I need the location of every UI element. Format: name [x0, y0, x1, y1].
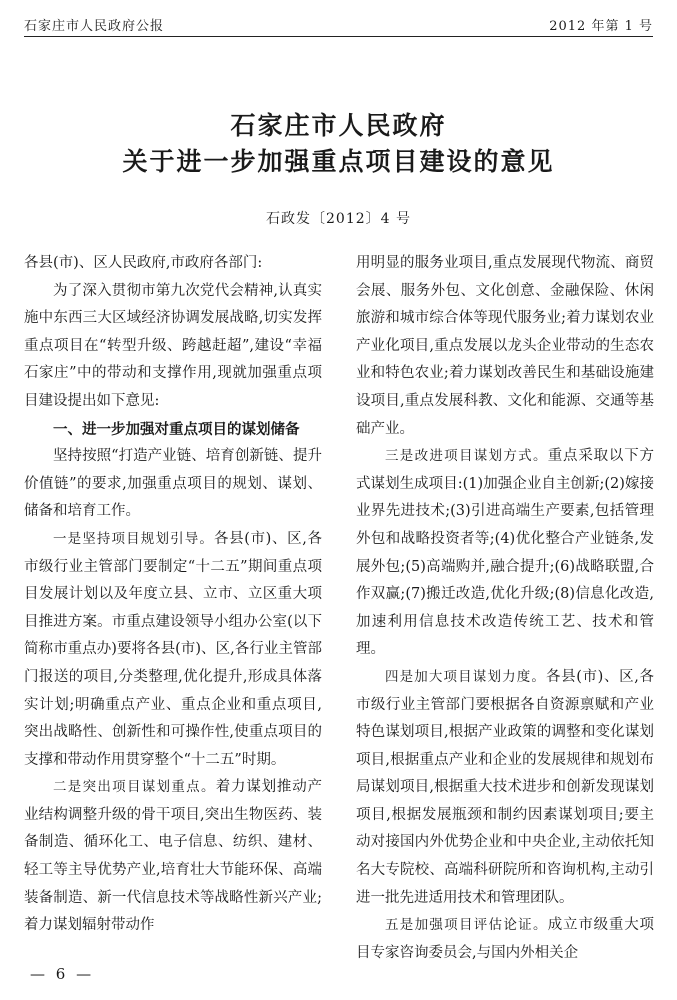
item-1-lead: 一是坚持项目规划引导。 — [53, 530, 214, 547]
running-header — [24, 6, 653, 38]
intro-paragraph: 为了深入贯彻市第九次党代会精神,认真实施中东西三大区域经济协调发展战略,切实发挥重点项目在“转型升级、跨越赶超”,建设“幸福石家庄”中的带动和支撑作用,现就加强重点项目建设提出如下意见: — [24, 282, 322, 409]
item-1-text: 各县(市)、区,各市级行业主管部门要制定“十二五”期间重点项目发展计划以及年度立县、立市、立区重大项目推进方案。市重点建设领导小组办公室(以下简称市重点办)要将各县(市)、区,各行业主管部门报送的项目,分类整理,优化提升,形成具体落实计划;明确重点产业、重点企业和重点项目,突出战略性、创新性和可操作性,使重点项目的支撑和带动作用贯穿整个“十二五”时期。 — [24, 530, 322, 768]
item-5-paragraph — [356, 912, 654, 967]
title-line-1: 石家庄市人民政府 — [230, 111, 447, 140]
item-5-text: 成立市级重大项目专家咨询委员会,与国内外相关企 — [356, 917, 655, 961]
document-title — [0, 108, 677, 180]
item-4-lead: 四是加大项目谋划力度。 — [385, 668, 546, 685]
item-3-paragraph — [356, 443, 654, 664]
page-number: — 6 — — [30, 965, 95, 983]
right-column — [356, 250, 654, 967]
addressee: 各县(市)、区人民政府,市政府各部门: — [24, 255, 263, 271]
item-1-paragraph — [24, 526, 322, 774]
item-5-lead: 五是加强项目评估论证。 — [385, 917, 548, 934]
item-3-text: 重点采取以下方式谋划生成项目:(1)加强企业自主创新;(2)嫁接业界先进技术;(3)引进高端生产要素,包括管理外包和战略投资者等;(4)优化整合产业链条,发展外包;(5)高端购并,融合提升;(6)战略联盟,合作双赢;(7)搬迁改造,优化升级;(8)信息化改造,加速利用信息技术改造传统工艺、技术和管理。 — [356, 448, 655, 658]
item-4-text: 各县(市)、区,各市级行业主管部门要根据各自资源禀赋和产业特色谋划项目,根据产业政策的调整和变化谋划项目,根据重点产业和企业的发展规律和规划布局谋划项目,根据重大技术进步和创新发现谋划项目,根据发展瓶颈和制约因素谋划项目;要主动对接国内外优势企业和中央企业,主动依托知名大专院校、高端科研院所和咨询机构,主动引进一批先进适用技术和管理团队。 — [356, 668, 654, 906]
item-2-lead: 二是突出项目谋划重点。 — [53, 779, 216, 796]
item-2-paragraph — [24, 774, 322, 940]
left-column — [24, 250, 322, 940]
item-2-text: 着力谋划推动产业结构调整升级的骨干项目,突出生物医药、装备制造、循环化工、电子信息、纺织、建材、轻工等主导优势产业,培育壮大节能环保、高端装备制造、新一代信息技术等战略性新兴产业;着力谋划辐射带动作 — [24, 779, 323, 934]
item-3-lead: 三是改进项目谋划方式。 — [385, 448, 548, 465]
publication-name: 石家庄市人民政府公报 — [24, 19, 165, 34]
section-1-paragraph: 坚持按照“打造产业链、培育创新链、提升价值链”的要求,加强重点项目的规划、谋划、储备和培育工作。 — [24, 448, 322, 520]
issue-number: 2012 年第 1 号 — [549, 19, 653, 34]
document-number: 石政发〔2012〕4 号 — [266, 211, 411, 227]
continued-paragraph: 用明显的服务业项目,重点发展现代物流、商贸会展、服务外包、文化创意、金融保险、休闲旅游和城市综合体等现代服务业;着力谋划农业产业化项目,重点发展以龙头企业带动的生态农业和特色农业;着力谋划改善民生和基础设施建设项目,重点发展科教、文化和能源、交通等基础产业。 — [356, 255, 654, 437]
title-line-2: 关于进一步加强重点项目建设的意见 — [122, 147, 555, 176]
header-divider — [24, 36, 653, 37]
item-4-paragraph — [356, 664, 654, 912]
section-heading-1: 一、进一步加强对重点项目的谋划储备 — [53, 420, 300, 438]
